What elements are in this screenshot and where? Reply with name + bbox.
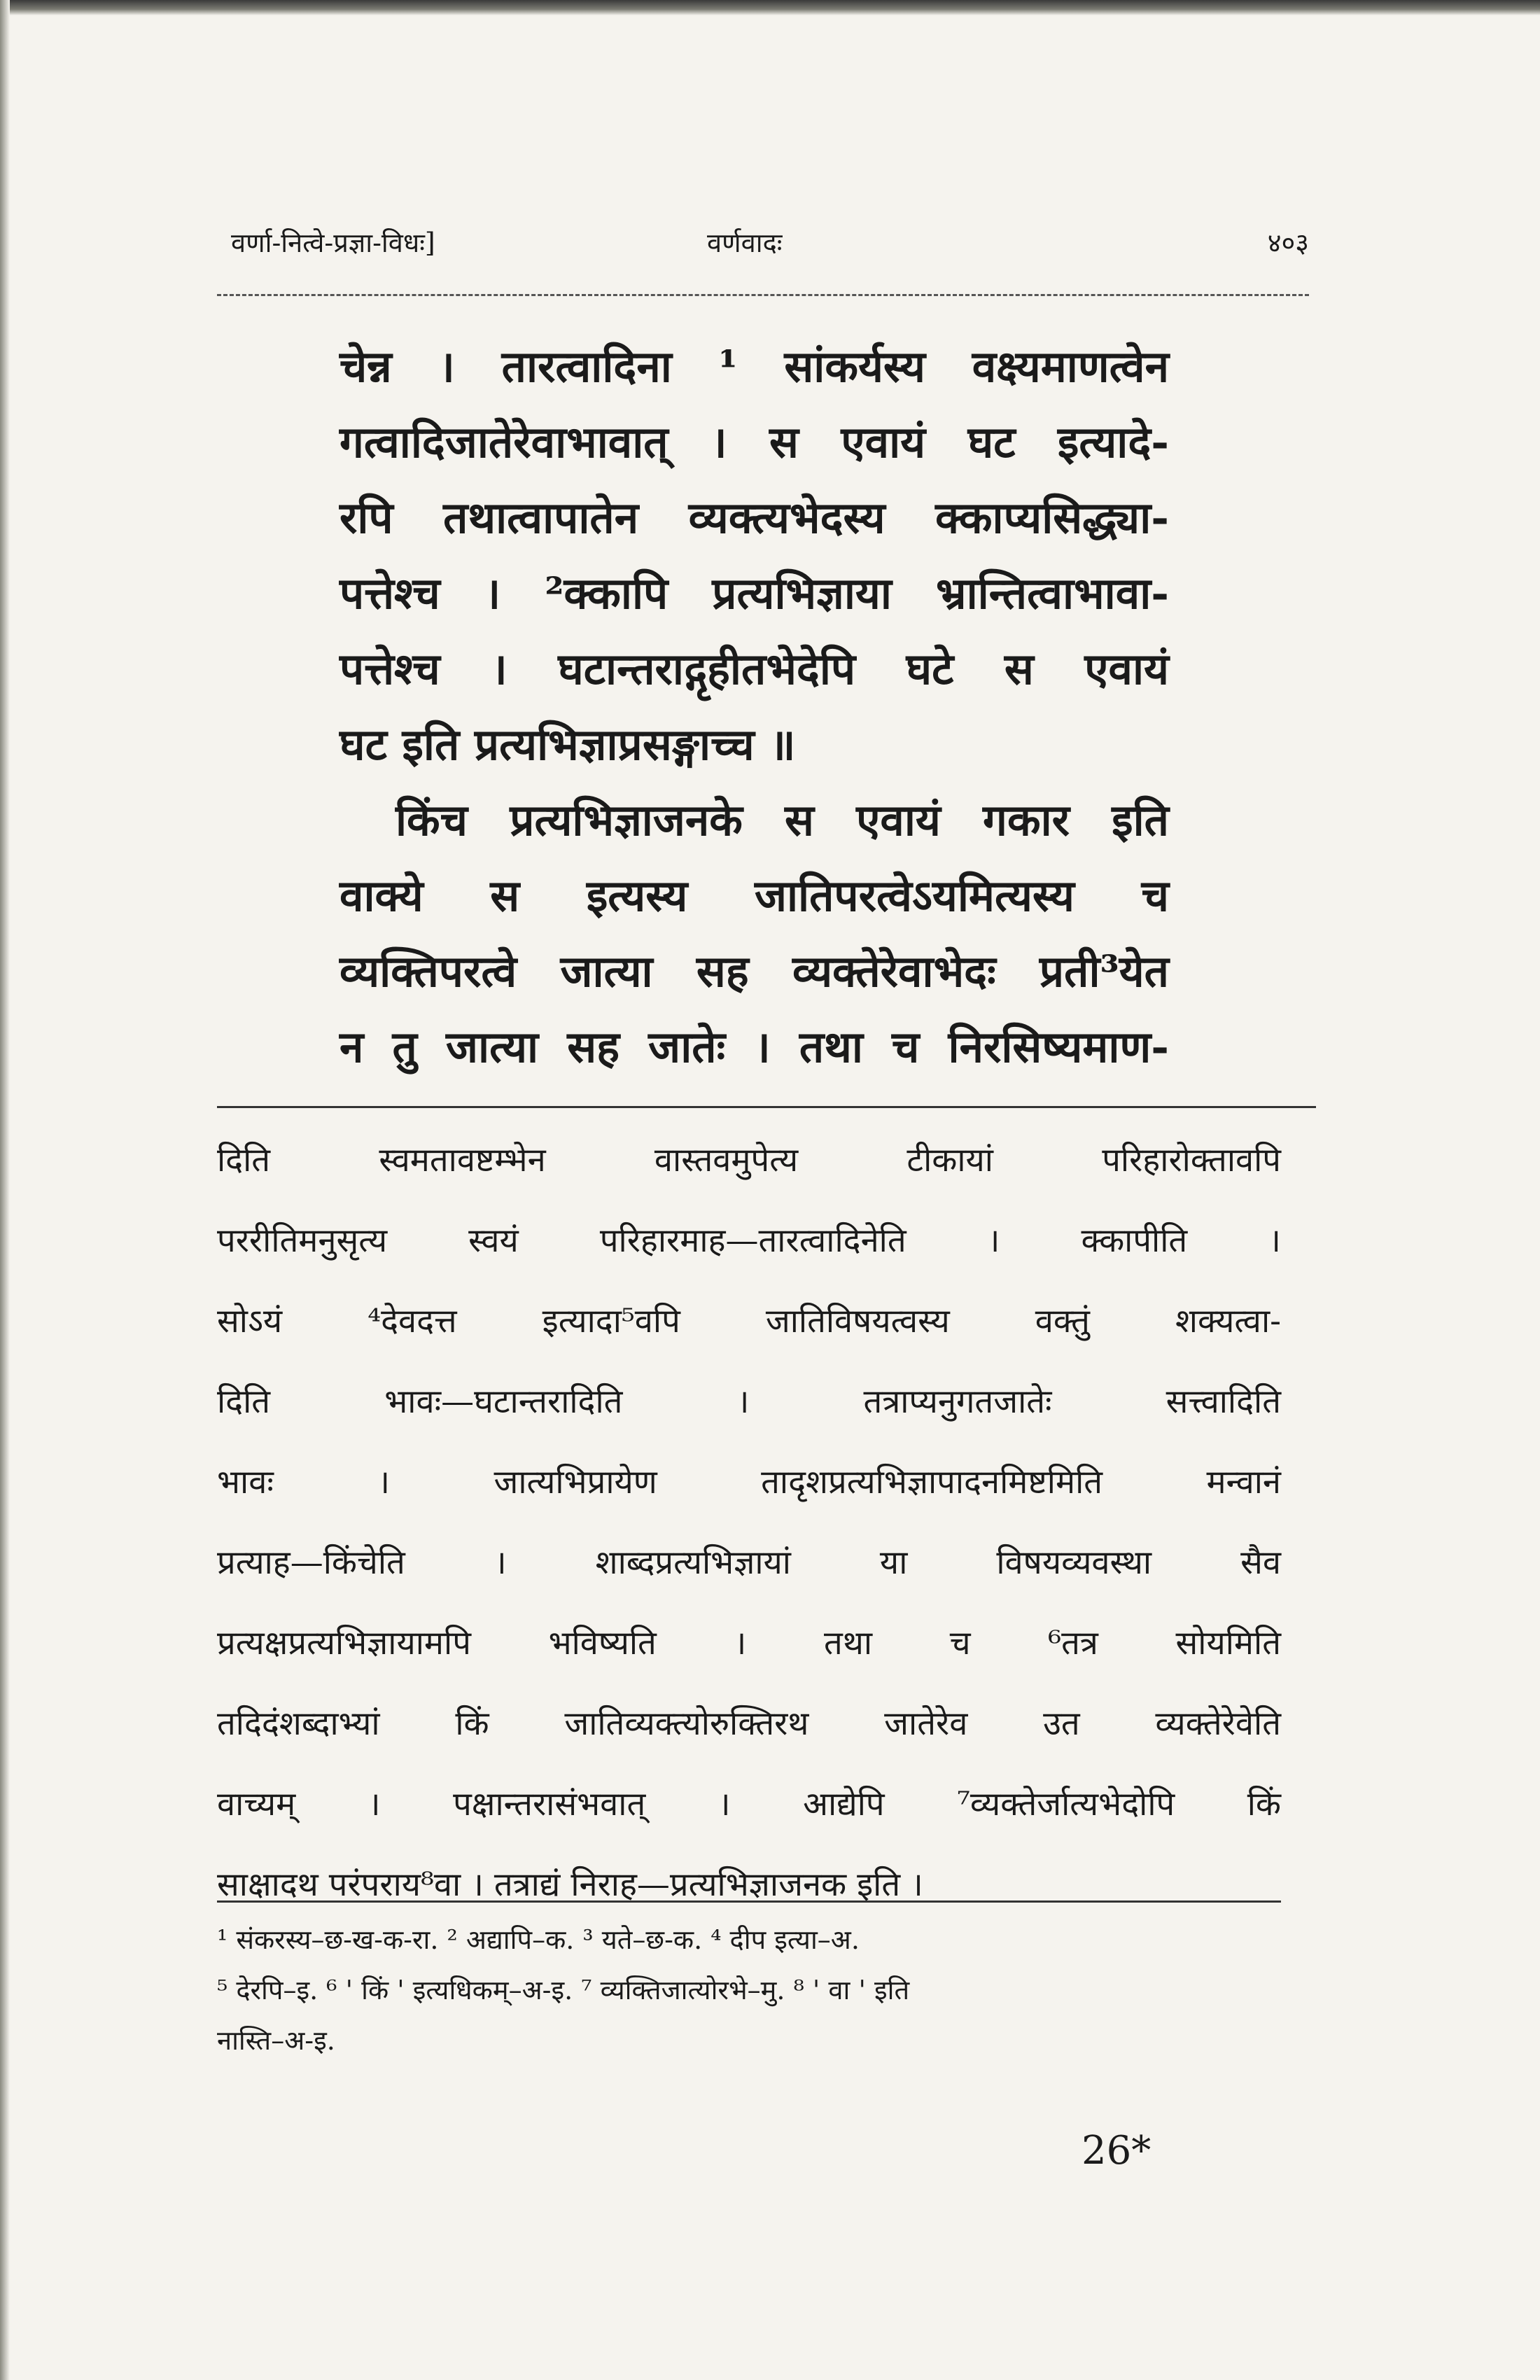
- commentary-line: भावः । जात्यभिप्रायेण तादृशप्रत्यभिज्ञापादनमिष्टमिति मन्वानं: [217, 1463, 1281, 1502]
- main-text-line: न तु जात्या सह जातेः । तथा च निरसिष्यमाण-: [340, 1021, 1169, 1072]
- footnote-line: नास्ति–अ-इ.: [217, 2025, 335, 2056]
- main-text-line: पत्तेश्च । ²क्कापि प्रत्यभिज्ञाया भ्रान्तित्वाभावा-: [340, 568, 1169, 619]
- commentary-line: प्रत्याह—किंचेति । शाब्दप्रत्यभिज्ञायां या विषयव्यवस्था सैव: [217, 1544, 1281, 1582]
- main-text-line: वाक्ये स इत्यस्य जातिपरत्वेऽयमित्यस्य च: [340, 870, 1169, 921]
- printer-signature-mark: 26*: [1082, 2128, 1152, 2174]
- commentary-line: तदिदंशब्दाभ्यां किं जातिव्यक्त्योरुक्तिरथ जातेरेव उत व्यक्तेरेवेति: [217, 1704, 1281, 1743]
- commentary-line: वाच्यम् । पक्षान्तरासंभवात् । आद्येपि ⁷व्यक्तेर्जात्यभेदोपि किं: [217, 1785, 1281, 1823]
- commentary-line: दिति स्वमतावष्टम्भेन वास्तवमुपेत्य टीकायां परिहारोक्तावपि: [217, 1141, 1281, 1180]
- header-rule: [217, 294, 1309, 296]
- main-text-line: चेन्न । तारत्वादिना ¹ सांकर्यस्य वक्ष्यमाणत्वेन: [340, 341, 1169, 392]
- page-number: ४०३: [1267, 227, 1309, 258]
- main-text-block: [340, 329, 1169, 1085]
- commentary-line: प्रत्यक्षप्रत्यभिज्ञायामपि भविष्यति । तथा च ⁶तत्र सोयमिति: [217, 1624, 1281, 1662]
- commentary-line: पररीतिमनुसृत्य स्वयं परिहारमाह—तारत्वादिनेति । क्कापीति ।: [217, 1222, 1281, 1260]
- commentary-block: [217, 1120, 1281, 1925]
- main-text-line: किंच प्रत्यभिज्ञाजनके स एवायं गकार इति: [396, 794, 1169, 846]
- commentary-line: सोऽयं ⁴देवदत्त इत्यादा⁵वपि जातिविषयत्वस्य वक्तुं शक्यत्वा-: [217, 1302, 1281, 1340]
- footnote-line: ¹ संकरस्य–छ-ख-क-रा. ² अद्यापि–क. ³ यते–छ-क. ⁴ दीप इत्या–अ.: [217, 1924, 860, 1955]
- footnotes-block: [217, 1914, 1281, 2066]
- header-chapter-title: वर्णवादः: [707, 227, 783, 258]
- commentary-line: साक्षादथ परंपराय⁸वा । तत्राद्यं निराह—प्रत्यभिज्ञाजनक इति ।: [217, 1865, 923, 1904]
- commentary-line: दिति भावः—घटान्तरादिति । तत्राप्यनुगतजातेः सत्त्वादिति: [217, 1382, 1281, 1421]
- header-section-title: वर्णा-नित्वे-प्रज्ञा-विधः]: [231, 227, 435, 258]
- footnote-line: ⁵ देरपि–इ. ⁶ ' किं ' इत्यधिकम्–अ-इ. ⁷ व्यक्तिजात्योरभे–मु. ⁸ ' वा ' इति: [217, 1975, 910, 2005]
- running-header: [231, 210, 1309, 266]
- footnote-separator: [217, 1900, 1281, 1903]
- main-text-line: घट इति प्रत्यभिज्ञाप्रसङ्गाच्च ॥: [340, 719, 796, 770]
- binding-edge-shadow: [0, 0, 10, 2380]
- main-text-line: पत्तेश्च । घटान्तराद्गृहीतभेदेपि घटे स एवायं: [340, 643, 1169, 694]
- page-edge-shadow: [0, 0, 1540, 15]
- main-text-line: रपि तथात्वापातेन व्यक्त्यभेदस्य क्काप्यसिद्ध्या-: [340, 492, 1169, 543]
- commentary-separator: [217, 1106, 1316, 1108]
- main-text-line: गत्वादिजातेरेवाभावात् । स एवायं घट इत्यादे-: [340, 416, 1169, 468]
- main-text-line: व्यक्तिपरत्वे जात्या सह व्यक्तेरेवाभेदः प्रती³येत: [340, 946, 1169, 997]
